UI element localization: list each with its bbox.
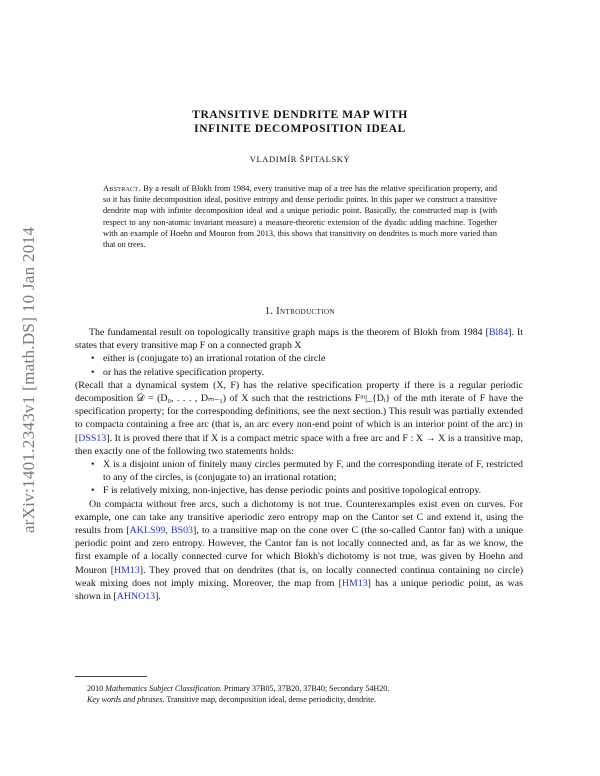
paper-title — [0, 108, 600, 136]
list-item: • or has the relative specification property. — [91, 366, 265, 378]
footnote-keywords: Key words and phrases. Transitive map, decomposition ideal, dense periodicity, dendrite. — [87, 695, 376, 705]
citation-link-akls99[interactable]: AKLS99 — [129, 525, 166, 537]
citation-link-hm13[interactable]: HM13 — [341, 577, 368, 589]
abstract — [103, 183, 497, 250]
title-line-2: INFINITE DECOMPOSITION IDEAL — [194, 123, 406, 135]
arxiv-identifier: arXiv:1401.2343v1 [math.DS] 10 Jan 2014 — [19, 226, 38, 534]
body-text — [75, 326, 523, 603]
bullet-icon: • — [91, 459, 95, 471]
arxiv-sidebar-stamp — [14, 200, 44, 560]
citation-link-dss13[interactable]: DSS13 — [78, 432, 107, 444]
bullet-icon: • — [91, 485, 95, 497]
dichotomy-list-2 — [75, 458, 523, 498]
abstract-text: By a result of Blokh from 1984, every transitive map of a tree has the relative specification property, and so it has finite decomposition ideal, positive entropy and dense periodic points. In this paper we construct a transitive dendrite map with infinite decomposition ideal and a unique periodic point. Basically, the constructed map is (with respect to any non-atomic invariant measure) a measure-theoretic extension of the dyadic adding machine. Together with an example of Hoehn and Mouron from 2013, this shows that transitivity on dendrites is much more varied than that on trees. — [103, 184, 498, 250]
footnote-divider — [75, 676, 147, 677]
list-item: • F is relatively mixing, non-injective, has dense periodic points and positive topological entropy. — [91, 485, 482, 497]
citation-link-bs03[interactable]: BS03 — [171, 525, 193, 537]
citation-link-hm13[interactable]: HM13 — [114, 564, 140, 576]
paragraph-2: (Recall that a dynamical system (X, F) has the relative specification property if there is a regular periodic decomposition 𝒟 = (D₀, . . . , Dₘ₋₁) of X such that the restrictions Fᵐ|_{Dᵢ} of the mth iterate of F have the specification property; for the corresponding definitions, see the next section.) This result was partially extended to compacta containing a free arc (that is, an arc every non-end point of which is an interior point of the arc) in [DSS13]. It is proved there that if X is a compact metric space with a free arc and F : X → X is a transitive map, then exactly one of the following two statements holds: — [75, 379, 523, 457]
paragraph-3: On compacta without free arcs, such a dichotomy is not true. Counterexamples exist even on curves. For example, one can take any transitive aperiodic zero entropy map on the Cantor set C and extend it, using the results from [AKLS99, BS03], to a transitive map on the cone over C (the so-called Cantor fan) with a unique periodic point and zero entropy. However, the Cantor fan is not locally connected and, as far as we know, the first example of a locally connected curve for which Blokh's dichotomy is not true, was given by Hoehn and Mouron [HM13]. They proved that on dendrites (that is, on locally connected continua containing no circle) weak mixing does not imply mixing. Moreover, the map from [HM13] has a unique periodic point, as was shown in [AHNO13]. — [75, 498, 524, 603]
footnotes — [75, 683, 523, 705]
title-line-1: TRANSITIVE DENDRITE MAP WITH — [192, 109, 408, 121]
citation-link-bl84[interactable]: Bl84 — [488, 327, 509, 338]
abstract-label: Abstract. — [103, 184, 141, 193]
list-item: • either is (conjugate to) an irrational rotation of the circle — [91, 353, 326, 365]
paragraph-1: The fundamental result on topologically transitive graph maps is the theorem of Blokh from 1984 [Bl84]. It states that every transitive map F on a connected graph X — [75, 327, 523, 352]
section-heading-introduction: 1. Introduction — [265, 306, 335, 317]
bullet-icon: • — [91, 353, 95, 365]
author-name: VLADIMÍR ŠPITALSKÝ — [249, 154, 351, 164]
bullet-icon: • — [91, 366, 95, 378]
citation-link-ahno13[interactable]: AHNO13 — [116, 591, 156, 603]
list-item: • X is a disjoint union of finitely many circles permuted by F, and the corresponding iterate of F, restricted to any of the circles, is (conjugate to) an irrational rotation; — [91, 459, 523, 484]
footnote-msc: 2010 Mathematics Subject Classification. Primary 37B05, 37B20, 37B40; Secondary 54H20. — [87, 684, 390, 693]
dichotomy-list-1 — [75, 352, 523, 378]
